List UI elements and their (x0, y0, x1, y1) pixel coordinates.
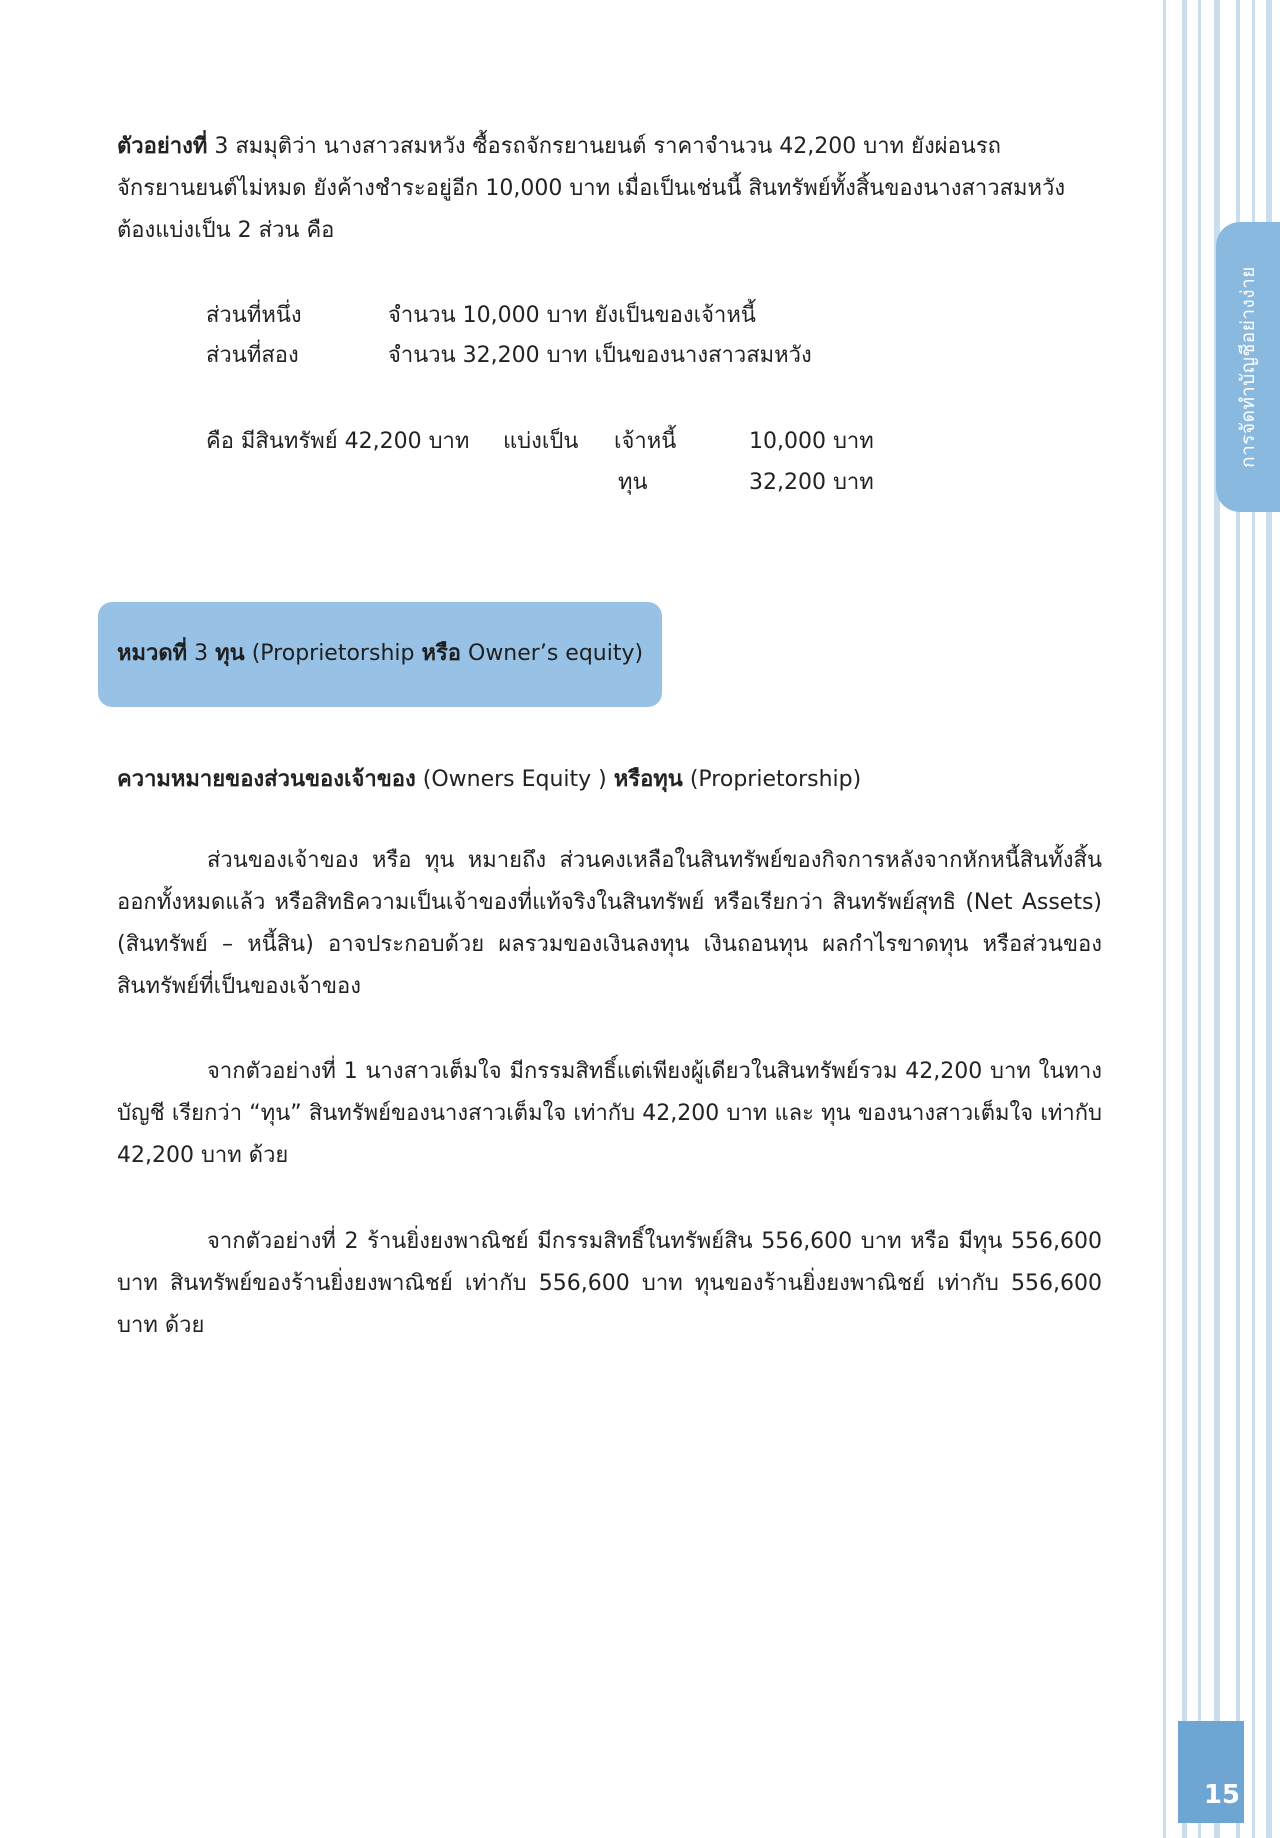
part2-label: ส่วนที่สอง (206, 343, 299, 368)
example3-line2: จักรยานยนต์ไม่หมด ยังค้างชำระอยู่อีก 10,000 บาท เมื่อเป็นเช่นนี้ สินทรัพย์ทั้งสิ้นของนางสาวสมหวัง (117, 176, 1066, 201)
category-bold2: ทุน (215, 641, 245, 666)
definition-text2: (Proprietorship) (689, 767, 862, 792)
category-text2: (Proprietorship (251, 641, 415, 666)
example3-line3: ต้องแบ่งเป็น 2 ส่วน คือ (117, 218, 335, 243)
category-title (117, 634, 643, 674)
category-text3: Owner’s equity) (468, 641, 644, 666)
definition-bold2: หรือทุน (613, 767, 683, 792)
definition-text1: (Owners Equity ) (422, 767, 607, 792)
decorative-stripe (1198, 0, 1201, 1838)
summary-divide: แบ่งเป็น (503, 429, 579, 454)
category-bold3: หรือ (421, 641, 461, 666)
definition-heading (117, 759, 861, 801)
summary-row1-value: 10,000 บาท (749, 429, 874, 454)
part1-text: จำนวน 10,000 บาท ยังเป็นของเจ้าหนี้ (388, 303, 756, 328)
side-tab-label: การจัดทำบัญชีอย่างง่าย (1237, 266, 1260, 468)
decorative-stripe (1182, 0, 1187, 1838)
paragraph-definition: ส่วนของเจ้าของ หรือ ทุน หมายถึง ส่วนคงเหลือในสินทรัพย์ของกิจการหลังจากหักหนี้สินทั้งสิ้นออกทั้งหมดแล้ว หรือสิทธิความเป็นเจ้าของที่แท้จริงในสินทรัพย์ หรือเรียกว่า สินทรัพย์สุทธิ (Net Assets) (สินทรัพย์ – หนี้สิน) อาจประกอบด้วย ผลรวมของเงินลงทุน เงินถอนทุน ผลกำไรขาดทุน หรือส่วนของสินทรัพย์ที่เป็นของเจ้าของ (117, 848, 1102, 999)
category-bold1: หมวดที่ (117, 641, 188, 666)
part1-label: ส่วนที่หนึ่ง (206, 303, 302, 328)
example3-label: ตัวอย่างที่ (117, 134, 208, 159)
decorative-stripe (1163, 0, 1166, 1838)
summary-row2-value: 32,200 บาท (749, 470, 874, 495)
category-text1: 3 (194, 641, 209, 666)
example3-text1: สมมุติว่า นางสาวสมหวัง ซื้อรถจักรยานยนต์ ราคาจำนวน 42,200 บาท ยังผ่อนรถ (235, 134, 1001, 159)
summary-lead: คือ มีสินทรัพย์ 42,200 บาท (206, 429, 470, 454)
part2-text: จำนวน 32,200 บาท เป็นของนางสาวสมหวัง (388, 343, 812, 368)
example3-number: 3 (214, 134, 229, 159)
definition-bold1: ความหมายของส่วนของเจ้าของ (117, 767, 416, 792)
paragraph-example2: จากตัวอย่างที่ 2 ร้านยิ่งยงพาณิชย์ มีกรรมสิทธิ์ในทรัพย์สิน 556,600 บาท หรือ มีทุน 556,600 บาท สินทรัพย์ของร้านยิ่งยงพาณิชย์ เท่ากับ 556,600 บาท ทุนของร้านยิ่งยงพาณิชย์ เท่ากับ 556,600 บาท ด้วย (117, 1229, 1102, 1338)
summary-row2-label: ทุน (618, 470, 648, 495)
paragraph-example1: จากตัวอย่างที่ 1 นางสาวเต็มใจ มีกรรมสิทธิ์แต่เพียงผู้เดียวในสินทรัพย์รวม 42,200 บาท ในทางบัญชี เรียกว่า “ทุน” สินทรัพย์ของนางสาวเต็มใจ เท่ากับ 42,200 บาท และ ทุน ของนางสาวเต็มใจ เท่ากับ 42,200 บาท ด้วย (117, 1059, 1102, 1168)
page-number: 15 (1203, 1780, 1240, 1810)
example3-line1 (117, 126, 1102, 168)
summary-row1-label: เจ้าหนี้ (614, 429, 677, 454)
side-tab-label-wrap (1218, 222, 1278, 512)
